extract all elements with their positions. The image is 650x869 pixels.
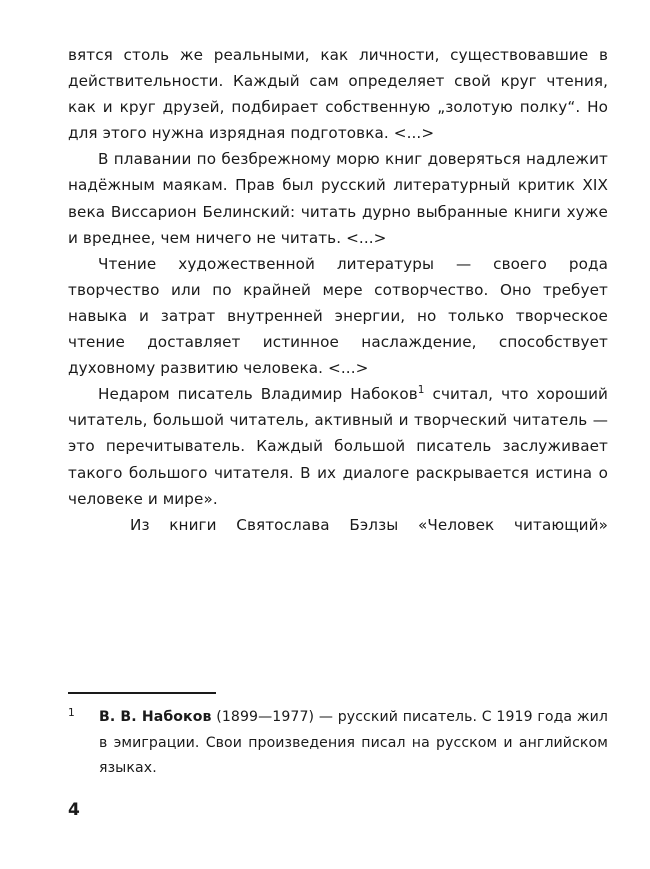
footnote-separator-rule: [68, 692, 216, 694]
footnote-reference-marker[interactable]: 1: [417, 384, 425, 397]
footnote-number: 1: [68, 707, 75, 720]
paragraph-creativity: Чтение художественной литературы — своего рода творчество или по крайней мере сотворчество. Оно требует навыка и затрат внутренней энергии, но только творческое чтение доставляет истинное наслаждение, способствует духовному развитию человека. <...>: [68, 254, 608, 378]
footnote-section: [68, 692, 608, 807]
body-text-column: [68, 42, 608, 564]
page-number: 4: [68, 800, 81, 820]
paragraph-continued: вятся столь же реальными, как личности, существовавшие в действительности. Каждый сам определяет свой круг чтения, как и круг друзей, подбирает собственную „золотую полку“. Но для этого нужна изрядная подготовка. <...>: [68, 46, 608, 143]
paragraph-nabokov: [68, 381, 608, 511]
paragraph-nabokov-before-marker: Недаром писатель Владимир Набоков: [98, 385, 418, 404]
paragraph-nabokov-after-marker: считал, что хороший читатель, большой читатель, активный и творческий читатель — это перечитыватель. Каждый большой писатель заслуживает такого большого читателя. В их диалоге раскрывается истина о человеке и мире».: [68, 385, 609, 508]
paragraph-navigation: В плавании по безбрежному морю книг доверяться надлежит надёжным маякам. Прав был русский литературный критик XIX века Виссарион Белинский: читать дурно выбранные книги хуже и вреднее, чем ничего не читать. <...>: [68, 150, 608, 247]
footnote-description: (1899—1977) — русский писатель. С 1919 года жил в эмиграции. Свои произведения писал на русском и английском языках.: [99, 709, 608, 776]
footnote-text: [68, 705, 608, 806]
source-attribution: Из книги Святослава Бэлзы «Человек читающий»: [130, 515, 608, 534]
footnote-person-name: В. В. Набоков: [99, 709, 212, 726]
